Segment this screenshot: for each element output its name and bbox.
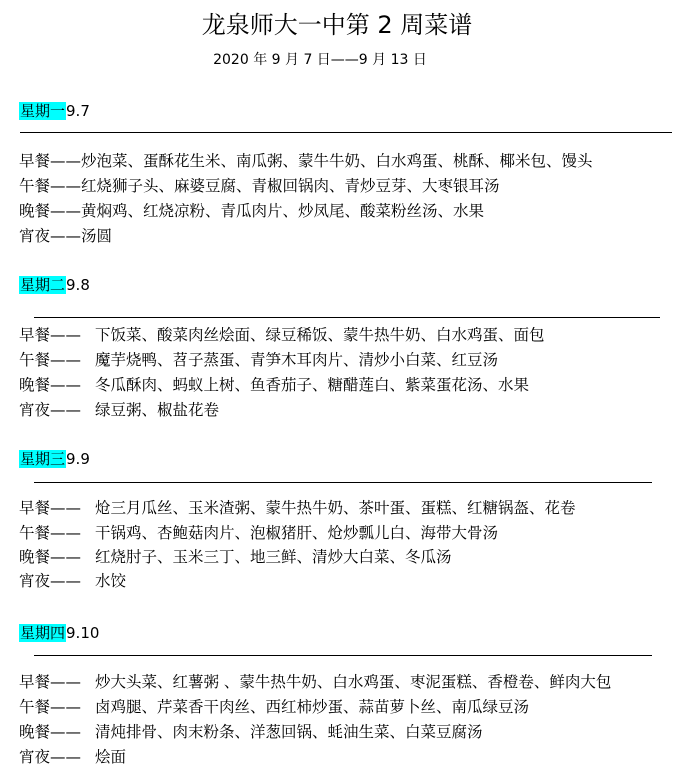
- meal-breakfast: [19, 498, 576, 518]
- meal-items: 冬瓜酥肉、蚂蚁上树、鱼香茄子、糖醋莲白、紫菜蛋花汤、水果: [95, 376, 530, 394]
- meal-items: 干锅鸡、杏鲍菇肉片、泡椒猪肝、炝炒瓢儿白、海带大骨汤: [95, 524, 499, 542]
- meal-label: 午餐——: [19, 524, 82, 542]
- day-date: 9.8: [66, 276, 90, 294]
- meal-late-night: [19, 571, 126, 591]
- meal-items: 魔芋烧鸭、苕子蒸蛋、青笋木耳肉片、清炒小白菜、红豆汤: [95, 351, 499, 369]
- meal-label: 早餐——: [19, 499, 82, 517]
- meal-label: 午餐——: [19, 698, 82, 716]
- day-heading: [19, 623, 99, 643]
- meal-items: 绿豆粥、椒盐花卷: [95, 401, 220, 419]
- day-heading: [19, 449, 90, 469]
- day-date: 9.10: [66, 624, 100, 642]
- meal-items: 炒泡菜、蛋酥花生米、南瓜粥、蒙牛牛奶、白水鸡蛋、桃酥、椰米包、馒头: [81, 152, 593, 170]
- meal-late-night: [19, 226, 112, 246]
- meal-label: 早餐——: [19, 152, 82, 170]
- meal-breakfast: [19, 325, 545, 345]
- meal-items: 烩面: [95, 748, 127, 766]
- page-title: 龙泉师大一中第 2 周菜谱: [201, 11, 473, 39]
- meal-items: 下饭菜、酸菜肉丝烩面、绿豆稀饭、蒙牛热牛奶、白水鸡蛋、面包: [95, 326, 545, 344]
- meal-label: 晚餐——: [19, 548, 82, 566]
- meal-items: 红烧肘子、玉米三丁、地三鲜、清炒大白菜、冬瓜汤: [95, 548, 452, 566]
- meal-items: 黄焖鸡、红烧凉粉、青瓜肉片、炒凤尾、酸菜粉丝汤、水果: [81, 202, 485, 220]
- day-name-highlight: 星期四: [20, 624, 66, 642]
- meal-breakfast: [19, 672, 611, 692]
- meal-dinner: [19, 201, 484, 221]
- meal-dinner: [19, 547, 452, 567]
- meal-items: 红烧狮子头、麻婆豆腐、青椒回锅肉、青炒豆芽、大枣银耳汤: [81, 177, 500, 195]
- day-heading: [19, 275, 90, 295]
- day-name-highlight: 星期一: [20, 102, 66, 120]
- section-divider: [20, 132, 672, 133]
- date-range: 2020 年 9 月 7 日——9 月 13 日: [213, 52, 427, 68]
- day-name-highlight: 星期三: [20, 450, 66, 468]
- meal-label: 晚餐——: [19, 723, 82, 741]
- meal-label: 早餐——: [19, 673, 82, 691]
- meal-items: 水饺: [95, 572, 127, 590]
- day-date: 9.7: [66, 102, 90, 120]
- meal-dinner: [19, 722, 483, 742]
- meal-dinner: [19, 375, 529, 395]
- meal-items: 炝三月瓜丝、玉米渣粥、蒙牛热牛奶、茶叶蛋、蛋糕、红糖锅盔、花卷: [95, 499, 576, 517]
- day-date: 9.9: [66, 450, 90, 468]
- meal-label: 宵夜——: [19, 401, 82, 419]
- section-divider: [34, 317, 660, 318]
- meal-label: 晚餐——: [19, 376, 82, 394]
- meal-label: 午餐——: [19, 351, 82, 369]
- meal-items: 清炖排骨、肉末粉条、洋葱回锅、蚝油生菜、白菜豆腐汤: [95, 723, 483, 741]
- meal-lunch: [19, 350, 498, 370]
- meal-label: 宵夜——: [19, 748, 82, 766]
- meal-lunch: [19, 523, 498, 543]
- section-divider: [34, 482, 652, 483]
- day-name-highlight: 星期二: [20, 276, 66, 294]
- meal-late-night: [19, 400, 219, 420]
- section-divider: [34, 655, 652, 656]
- day-heading: [19, 101, 90, 121]
- meal-label: 午餐——: [19, 177, 82, 195]
- meal-label: 宵夜——: [19, 227, 82, 245]
- meal-items: 卤鸡腿、芹菜香干肉丝、西红柿炒蛋、蒜苗萝卜丝、南瓜绿豆汤: [95, 698, 530, 716]
- meal-label: 早餐——: [19, 326, 82, 344]
- meal-lunch: [19, 176, 500, 196]
- meal-lunch: [19, 697, 529, 717]
- meal-label: 晚餐——: [19, 202, 82, 220]
- meal-breakfast: [19, 151, 593, 171]
- meal-items: 炒大头菜、红薯粥 、蒙牛热牛奶、白水鸡蛋、枣泥蛋糕、香橙卷、鲜肉大包: [95, 673, 612, 691]
- meal-items: 汤圆: [81, 227, 113, 245]
- meal-late-night: [19, 747, 126, 767]
- meal-label: 宵夜——: [19, 572, 82, 590]
